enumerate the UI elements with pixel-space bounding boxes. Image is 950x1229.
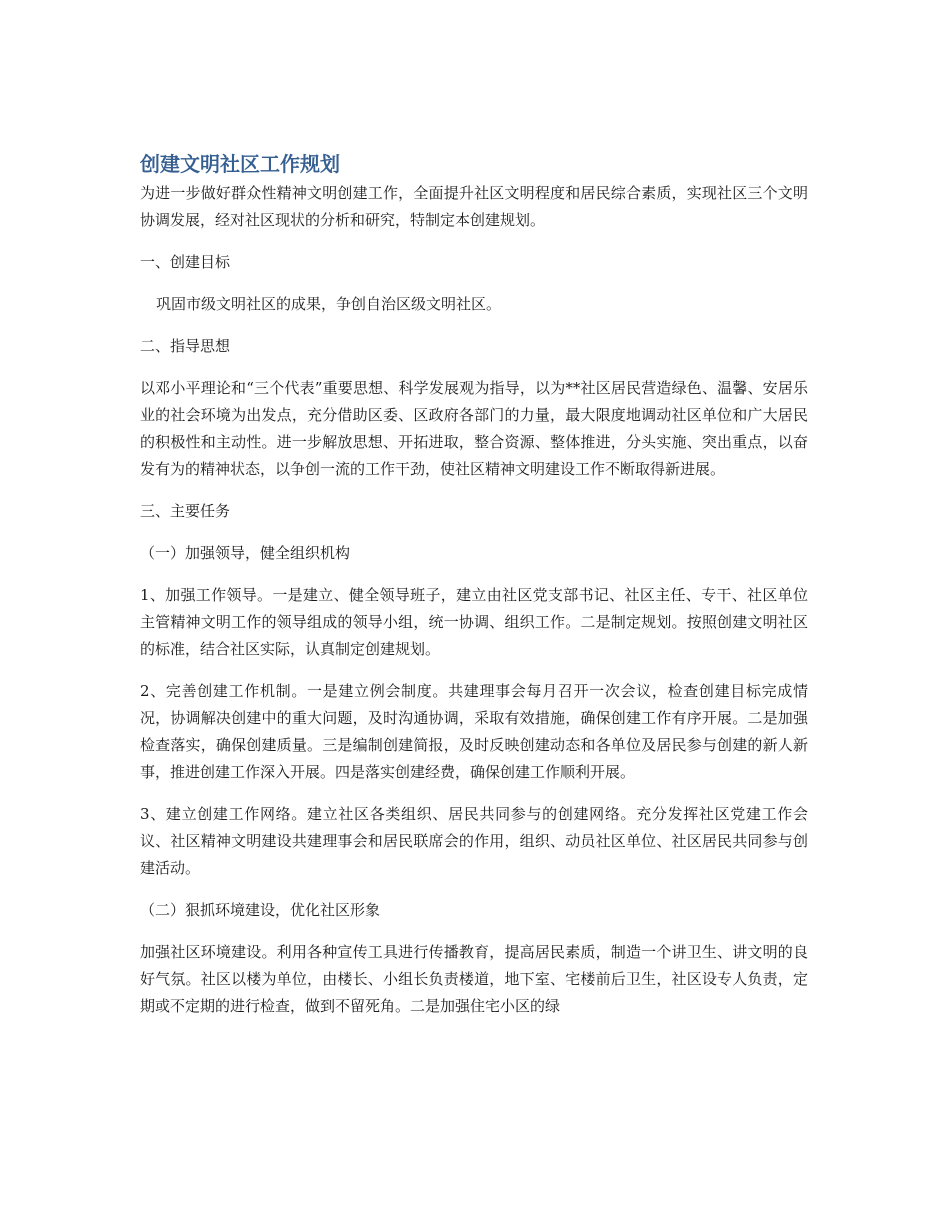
task-item-2: 2、完善创建工作机制。一是建立例会制度。共建理事会每月召开一次会议，检查创建目标完成情况，协调解决创建中的重大问题，及时沟通协调，采取有效措施，确保创建工作有序开展。二是加强检查落实，确保创建质量。三是编制创建简报，及时反映创建动态和各单位及居民参与创建的新人新事，推进创建工作深入开展。四是落实创建经费，确保创建工作顺利开展。 — [140, 682, 808, 781]
document-body — [140, 150, 808, 1035]
task-item-1: 1、加强工作领导。一是建立、健全领导班子，建立由社区党支部书记、社区主任、专干、社区单位主管精神文明工作的领导组成的领导小组，统一协调、组织工作。二是制定规划。按照创建文明社区的标准，结合社区实际，认真制定创建规划。 — [140, 586, 808, 658]
section-heading-guiding-thought: 二、指导思想 — [140, 337, 231, 355]
document-title: 创建文明社区工作规划 — [140, 152, 340, 176]
section-heading-goals: 一、创建目标 — [140, 253, 231, 271]
guiding-thought-paragraph: 以邓小平理论和“三个代表”重要思想、科学发展观为指导，以为**社区居民营造绿色、温馨、安居乐业的社会环境为出发点，充分借助区委、区政府各部门的力量，最大限度地调动社区单位和广大居民的积极性和主动性。进一步解放思想、开拓进取，整合资源、整体推进，分头实施、突出重点，以奋发有为的精神状态，以争创一流的工作干劲，使社区精神文明建设工作不断取得新进展。 — [140, 379, 808, 478]
intro-paragraph: 为进一步做好群众性精神文明创建工作，全面提升社区文明程度和居民综合素质，实现社区三个文明协调发展，经对社区现状的分析和研究，特制定本创建规划。 — [140, 184, 808, 229]
task-item-3: 3、建立创建工作网络。建立社区各类组织、居民共同参与的创建网络。充分发挥社区党建工作会议、社区精神文明建设共建理事会和居民联席会的作用，组织、动员社区单位、社区居民共同参与创建活动。 — [140, 805, 808, 877]
environment-paragraph: 加强社区环境建设。利用各种宣传工具进行传播教育，提高居民素质，制造一个讲卫生、讲文明的良好气氛。社区以楼为单位，由楼长、小组长负责楼道，地下室、宅楼前后卫生，社区设专人负责，定期或不定期的进行检查，做到不留死角。二是加强住宅小区的绿 — [140, 943, 808, 1015]
goals-paragraph: 巩固市级文明社区的成果，争创自治区级文明社区。 — [156, 295, 502, 313]
subsection-heading-environment: （二）狠抓环境建设，优化社区形象 — [140, 901, 381, 919]
subsection-heading-leadership: （一）加强领导，健全组织机构 — [140, 544, 351, 562]
section-heading-main-tasks: 三、主要任务 — [140, 502, 231, 520]
